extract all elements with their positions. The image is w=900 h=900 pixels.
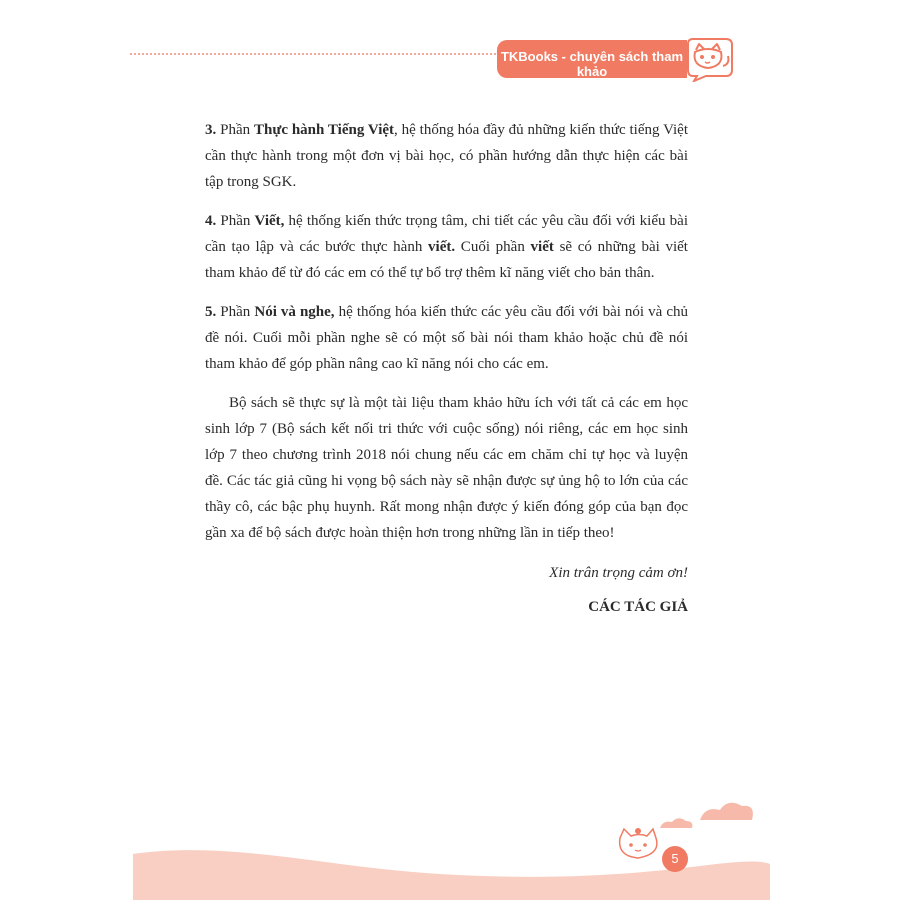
- page-number: 5: [662, 846, 688, 872]
- header-dotted-line: [130, 53, 500, 55]
- header-tab: [497, 40, 687, 78]
- paragraph-4: 4. Phần Viết, hệ thống kiến thức trọng tâm, chi tiết các yêu cầu đối với kiểu bài cần tạo lập và các bước thực hành viết. Cuối phần viết sẽ có những bài viết tham khảo để từ đó các em có thể tự bổ trợ thêm kĩ năng viết cho bản thân.: [205, 213, 688, 281]
- closing-paragraph: Bộ sách sẽ thực sự là một tài liệu tham khảo hữu ích với tất cả các em học sinh lớp 7 (Bộ sách kết nối tri thức với cuộc sống) nói riêng, các em học sinh lớp 7 theo chương trình 2018 nói chung nếu các em chăm chỉ tự học và luyện đề. Các tác giả cũng hi vọng bộ sách này sẽ nhận được sự ủng hộ to lớn của các thầy cô, các bậc phụ huynh. Rất mong nhận được ý kiến đóng góp của bạn đọc gần xa để bộ sách được hoàn thiện hơn trong những lần in tiếp theo!: [205, 395, 688, 541]
- cloud-icon: [660, 818, 692, 828]
- paragraph-3: 3. Phần Thực hành Tiếng Việt, hệ thống hóa đầy đủ những kiến thức tiếng Việt cần thực hành trong một đơn vị bài học, có phần hướng dẫn thực hiện các bài tập trong SGK.: [205, 122, 689, 190]
- paragraph-5: 5. Phần Nói và nghe, hệ thống hóa kiến thức các yêu cầu đối với bài nói và chủ đề nói. Cuối mỗi phần nghe sẽ có một số bài nói tham khảo hoặc chủ đề nói tham khảo để góp phần nâng cao kĩ năng nói cho các em.: [205, 304, 689, 372]
- signoff: Xin trân trọng cảm ơn!: [549, 565, 688, 581]
- footer-wave: [0, 780, 900, 900]
- header-tab-text: TKBooks - chuyên sách tham khảo: [500, 49, 684, 79]
- cat-face-icon: [682, 36, 736, 82]
- cat-mascot-icon: [614, 826, 664, 866]
- cloud-icon: [700, 803, 753, 820]
- content-body: [205, 117, 688, 620]
- authors: CÁC TÁC GIẢ: [588, 599, 688, 615]
